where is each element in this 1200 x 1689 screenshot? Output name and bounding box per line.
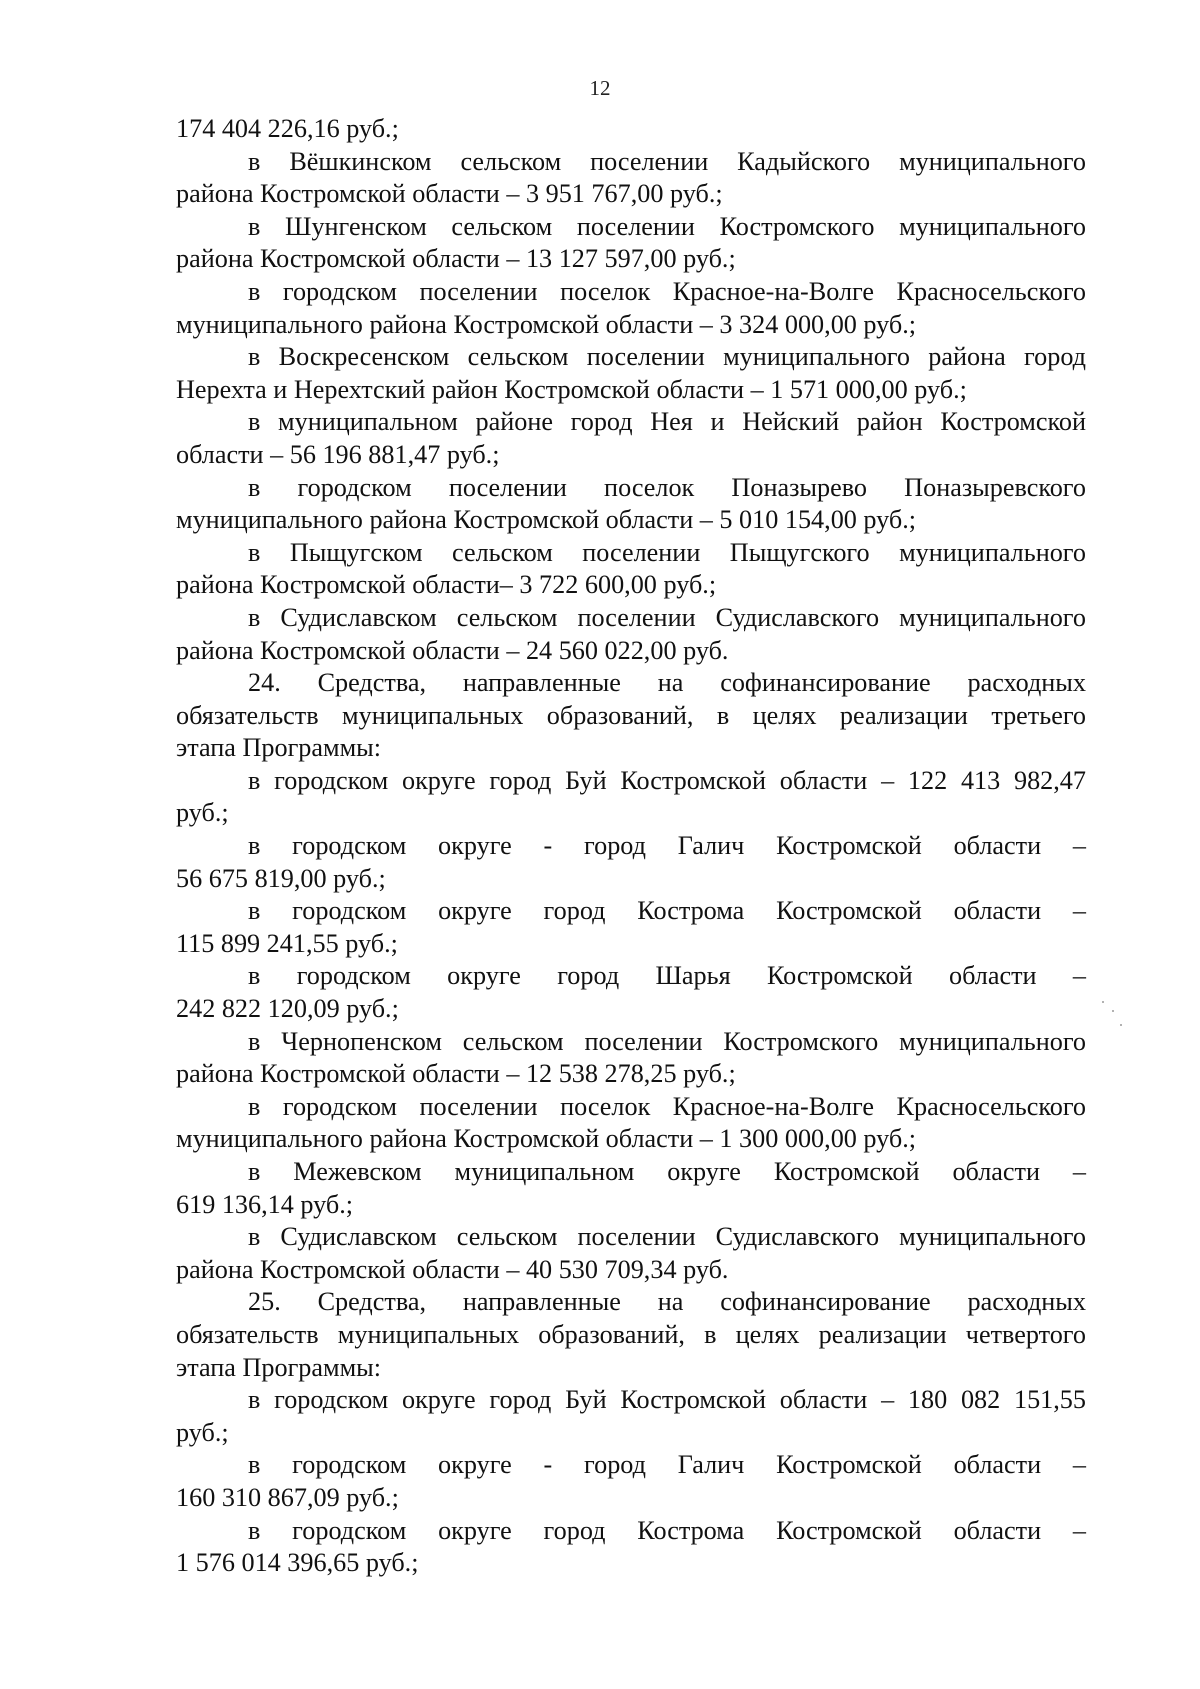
scan-speck xyxy=(1112,1010,1114,1012)
text-line: в городском округе город Буй Костромской области – 180 082 151,55 xyxy=(248,1385,1086,1415)
text-line: в городском округе город Шарья Костромской области – xyxy=(248,961,1086,991)
text-line: в Судиславском сельском поселении Судиславского муниципального xyxy=(248,602,1086,632)
text-line: в городском округе город Кострома Костромской области – xyxy=(248,1515,1086,1545)
text-line: этапа Программы: xyxy=(176,1352,382,1382)
text-line: в городском поселении поселок Поназырево Поназыревского xyxy=(248,472,1086,502)
text-line: в Чернопенском сельском поселении Костромского муниципального xyxy=(248,1026,1086,1056)
text-line: этапа Программы: xyxy=(176,733,382,763)
text-line: 1 576 014 396,65 руб.; xyxy=(176,1548,419,1578)
text-line: в городском округе город Кострома Костромской области – xyxy=(248,896,1086,926)
text-line: в городском округе - город Галич Костромской области – xyxy=(248,1450,1086,1480)
scan-speck xyxy=(1120,1024,1122,1026)
text-line: руб.; xyxy=(176,1417,229,1447)
text-line: муниципального района Костромской области – 5 010 154,00 руб.; xyxy=(176,505,917,535)
page-number: 12 xyxy=(589,76,611,100)
text-line: 25. Средства, направленные на софинансирование расходных xyxy=(248,1287,1086,1317)
text-line: района Костромской области – 13 127 597,00 руб.; xyxy=(176,244,736,274)
text-line: в городском поселении поселок Красное-на-Волге Красносельского xyxy=(248,276,1086,306)
text-line: обязательств муниципальных образований, в целях реализации третьего xyxy=(176,700,1086,730)
text-line: 619 136,14 руб.; xyxy=(176,1189,354,1219)
text-line: в Судиславском сельском поселении Судиславского муниципального xyxy=(248,1222,1086,1252)
text-line: района Костромской области– 3 722 600,00 руб.; xyxy=(176,570,717,600)
text-line: 242 822 120,09 руб.; xyxy=(176,994,399,1024)
text-line: района Костромской области – 40 530 709,34 руб. xyxy=(176,1254,729,1284)
document-body xyxy=(176,113,1086,1580)
text-line: Нерехта и Нерехтский район Костромской области – 1 571 000,00 руб.; xyxy=(176,374,967,404)
text-line: 174 404 226,16 руб.; xyxy=(176,114,399,143)
text-line: 56 675 819,00 руб.; xyxy=(176,863,386,893)
text-line: 24. Средства, направленные на софинансирование расходных xyxy=(248,668,1086,698)
text-line: 160 310 867,09 руб.; xyxy=(176,1482,399,1512)
text-line: в Воскресенском сельском поселении муниципального района город xyxy=(248,342,1086,372)
text-line: области – 56 196 881,47 руб.; xyxy=(176,439,500,469)
text-line: в городском поселении поселок Красное-на-Волге Красносельского xyxy=(248,1091,1086,1121)
text-line: муниципального района Костромской области – 1 300 000,00 руб.; xyxy=(176,1124,917,1154)
text-line: в Межевском муниципальном округе Костромской области – xyxy=(248,1157,1086,1186)
text-line: района Костромской области – 3 951 767,00 руб.; xyxy=(176,179,723,209)
text-line: в городском округе - город Галич Костромской области – xyxy=(248,831,1086,861)
text-line: в муниципальном районе город Нея и Нейский район Костромской xyxy=(248,407,1086,437)
text-line: района Костромской области – 24 560 022,00 руб. xyxy=(176,635,729,665)
text-line: муниципального района Костромской области – 3 324 000,00 руб.; xyxy=(176,309,917,339)
text-line: в Шунгенском сельском поселении Костромского муниципального xyxy=(248,211,1086,241)
text-line: в городском округе город Буй Костромской области – 122 413 982,47 xyxy=(248,765,1086,795)
text-line: района Костромской области – 12 538 278,25 руб.; xyxy=(176,1059,736,1089)
text-line: обязательств муниципальных образований, в целях реализации четвертого xyxy=(176,1319,1086,1349)
text-line: в Пыщугском сельском поселении Пыщугского муниципального xyxy=(248,537,1086,567)
text-line: 115 899 241,55 руб.; xyxy=(176,928,398,958)
text-line: в Вёшкинском сельском поселении Кадыйского муниципального xyxy=(248,146,1086,176)
text-line: руб.; xyxy=(176,798,229,828)
scan-speck xyxy=(1102,1001,1104,1003)
